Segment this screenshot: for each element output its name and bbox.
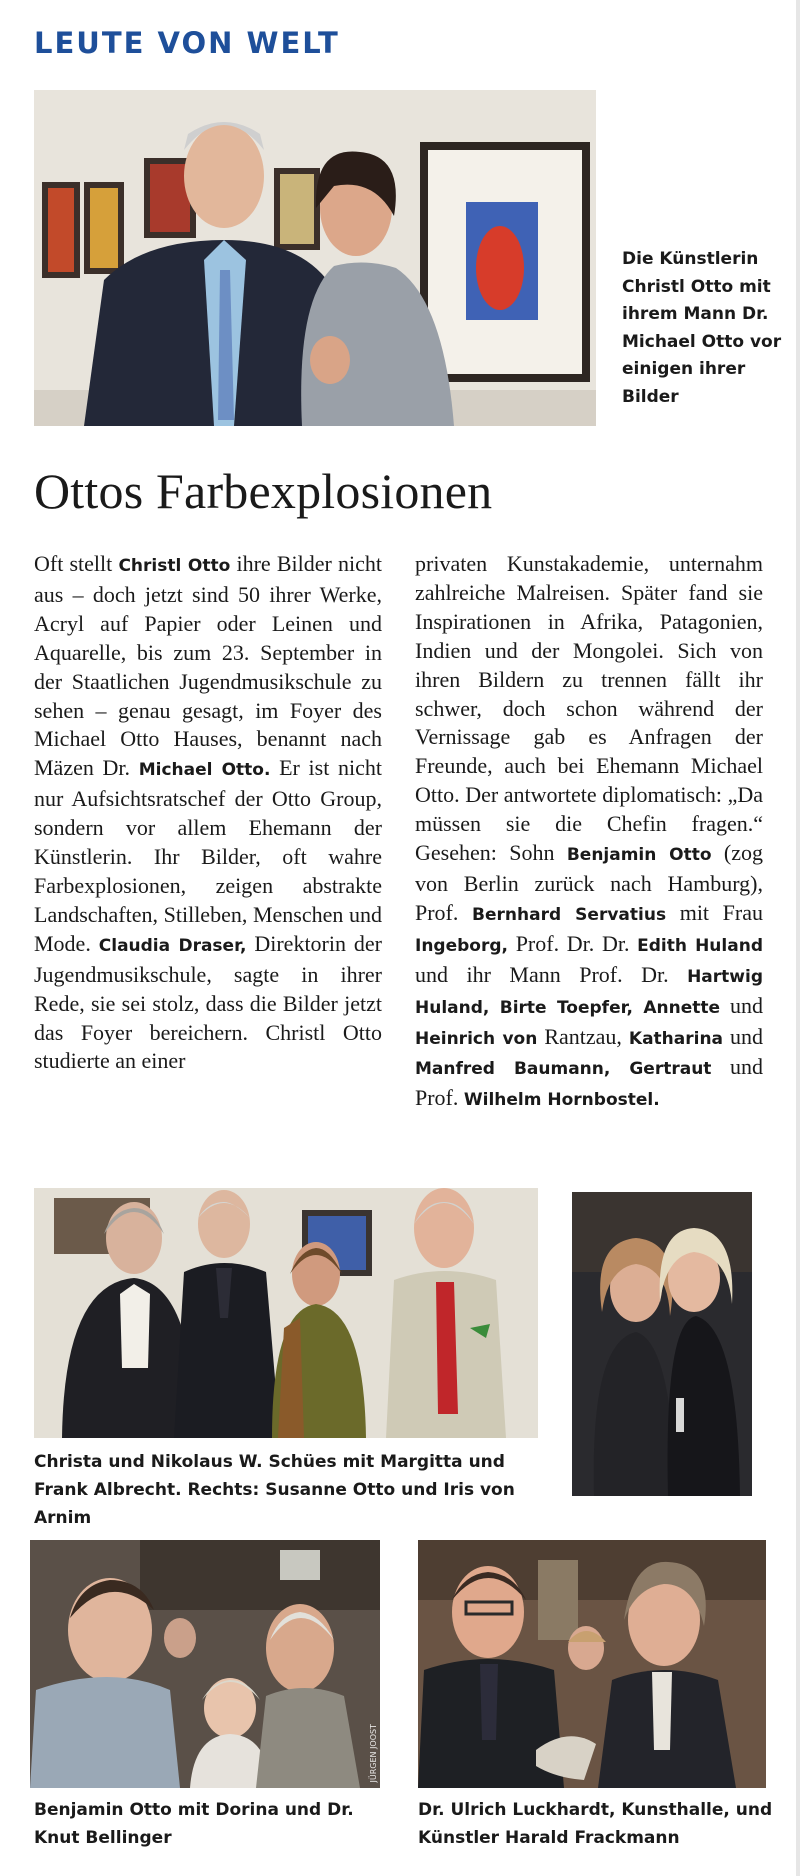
col2-seg-2: (zog von Berlin zurück nach Hamburg), Prof.	[415, 840, 763, 925]
photo-credit: JÜRGEN JOOST	[369, 1723, 378, 1782]
group-photo-caption: Christa und Nikolaus W. Schües mit Margitta und Frank Albrecht. Rechts: Susanne Otto und Iris von Arnim	[34, 1452, 515, 1528]
col2-seg-14: und	[723, 1023, 764, 1049]
col2-seg-15: Manfred Baumann, Gertraut	[415, 1059, 712, 1080]
article-column-1	[34, 550, 382, 1076]
main-photo	[34, 90, 596, 426]
section-title: LEUTE VON WELT	[34, 26, 340, 60]
col2-seg-10: und	[720, 992, 764, 1018]
col2-seg-6: Prof. Dr. Dr.	[508, 930, 638, 956]
bottom-left-caption: Benjamin Otto mit Dorina und Dr. Knut Bellinger	[34, 1800, 354, 1848]
col2-seg-7: Edith Huland	[637, 935, 763, 956]
col1-seg-6: Direktorin der Jugendmusikschule, sagte in ihrer Rede, sie sei stolz, dass die Bilder jetzt das Foyer bereichern. Christl Otto studierte an einer	[34, 930, 383, 1074]
right-photo	[572, 1192, 752, 1496]
col2-seg-1: Benjamin Otto	[566, 845, 712, 866]
bottom-right-caption: Dr. Ulrich Luckhardt, Kunsthalle, und Künstler Harald Frackmann	[418, 1800, 773, 1848]
col2-seg-4: mit Frau	[666, 899, 764, 925]
col2-seg-5: Ingeborg,	[415, 935, 508, 956]
col2-seg-9: Hartwig Huland, Birte Toepfer, Annette	[415, 966, 763, 1018]
article-column-2	[415, 550, 763, 1115]
col2-seg-8: und ihr Mann Prof. Dr.	[415, 961, 688, 987]
col1-seg-0: Oft stellt	[34, 551, 119, 576]
headline: Ottos Farbexplosionen	[34, 463, 493, 519]
col2-seg-13: Katharina	[628, 1028, 724, 1049]
col1-seg-2: ihre Bilder nicht aus – doch jetzt sind 50 ihrer Werke, Acryl auf Papier oder Leinen und Aquarelle, bis zum 23. September in der Staatlichen Jugendmusikschule zu sehen – genau gesagt, im Foyer des Michael Otto Hauses, benannt nach Mäzen Dr.	[34, 551, 382, 781]
col1-seg-1: Christl Otto	[118, 556, 231, 576]
col1-seg-5: Claudia Draser,	[98, 935, 247, 956]
bottom-right-photo	[418, 1540, 766, 1788]
col2-seg-16: und Prof.	[415, 1054, 763, 1111]
group-photo	[34, 1188, 538, 1438]
bottom-left-photo	[30, 1540, 380, 1788]
page-edge	[796, 0, 800, 1876]
col2-seg-12: Rantzau,	[537, 1023, 629, 1049]
col2-seg-11: Heinrich von	[415, 1028, 538, 1049]
col2-seg-17: Wilhelm Hornbostel.	[463, 1090, 660, 1111]
col2-seg-0: privaten Kunstakademie, unternahm zahlreiche Malreisen. Später fand sie Inspirationen in Afrika, Patagonien, Indien und der Mongolei. Sich von ihren Bildern zu trennen fällt ihr schwer, doch schon während der Vernissage gab es Anfragen der Freunde, auch bei Ehemann Michael Otto. Der antwortete diplomatisch: „Da müssen sie die Chefin fragen.“ Gesehen: Sohn	[415, 551, 763, 866]
col2-seg-3: Bernhard Servatius	[472, 904, 667, 925]
col1-seg-4: Er ist nicht nur Aufsichtsratschef der Otto Group, sondern vor allem Ehemann der Künstlerin. Ihr Bilder, oft wahre Farbexplosionen, zeigen abstrakte Landschaften, Stilleben, Menschen und Mode.	[34, 755, 383, 956]
main-photo-caption: Die Künstlerin Christl Otto mit ihrem Mann Dr. Michael Otto vor einigen ihrer Bilder	[622, 249, 782, 407]
col1-seg-3: Michael Otto.	[138, 760, 271, 781]
